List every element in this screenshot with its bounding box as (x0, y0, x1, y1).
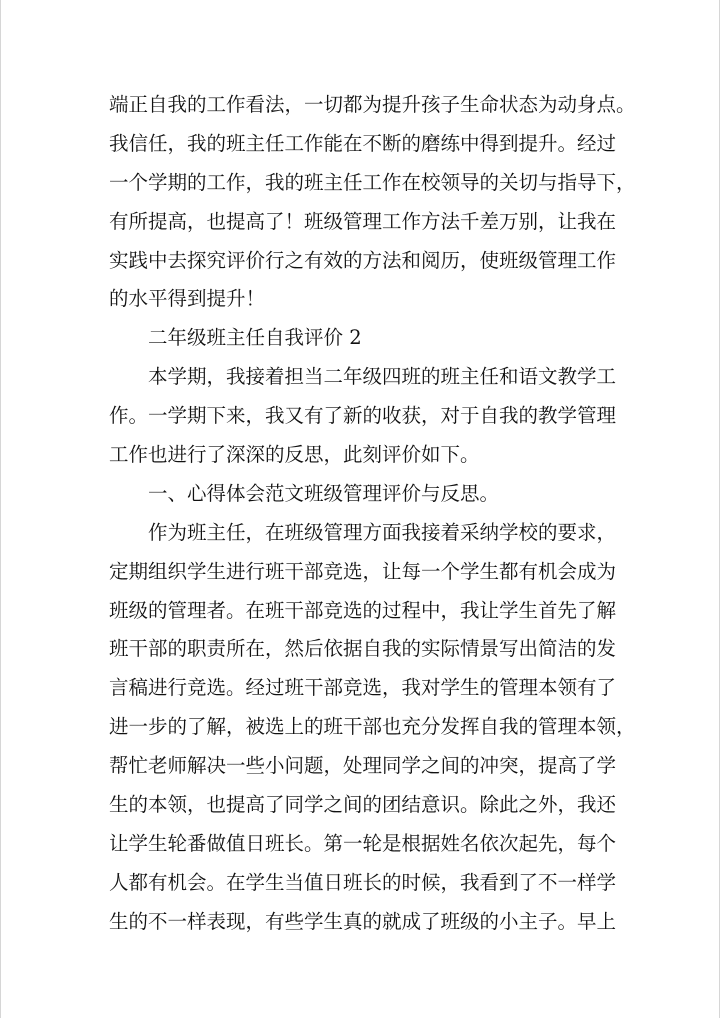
text-line-18: 帮忙老师解决一些小问题，处理同学之间的冲突，提高了学 (109, 754, 617, 778)
text-line-22: 生的不一样表现，有些学生真的就成了班级的小主子。早上 (109, 909, 617, 933)
text-line-2: 我信任，我的班主任工作能在不断的磨练中得到提升。经过 (109, 131, 617, 155)
text-line-10: 工作也进行了深深的反思，此刻评价如下。 (109, 443, 480, 467)
text-line-5: 实践中去探究评价行之有效的方法和阅历，使班级管理工作 (109, 248, 617, 272)
text-line-4: 有所提高，也提高了！班级管理工作方法千差万别，让我在 (109, 209, 617, 233)
text-line-20: 让学生轮番做值日班长。第一轮是根据姓名依次起先，每个 (109, 831, 617, 855)
text-line-14: 班级的管理者。在班干部竞选的过程中，我让学生首先了解 (109, 598, 617, 622)
document-body (109, 86, 636, 942)
text-line-12: 作为班主任，在班级管理方面我接着采纳学校的要求， (148, 520, 617, 544)
text-line-16: 言稿进行竞选。经过班干部竞选，我对学生的管理本领有了 (109, 676, 617, 700)
text-line-17: 进一步的了解，被选上的班干部也充分发挥自我的管理本领， (109, 715, 636, 739)
text-line-13: 定期组织学生进行班干部竞选，让每一个学生都有机会成为 (109, 559, 617, 583)
text-line-9: 作。一学期下来，我又有了新的收获，对于自我的教学管理 (109, 404, 617, 428)
text-line-3: 一个学期的工作，我的班主任工作在校领导的关切与指导下， (109, 170, 636, 194)
text-line-21: 人都有机会。在学生当值日班长的时候，我看到了不一样学 (109, 870, 617, 894)
section-heading: 二年级班主任自我评价 2 (148, 326, 362, 350)
text-line-1: 端正自我的工作看法，一切都为提升孩子生命状态为动身点。 (109, 93, 636, 116)
text-line-8: 本学期，我接着担当二年级四班的班主任和语文教学工 (148, 365, 617, 389)
text-line-19: 生的本领，也提高了同学之间的团结意识。除此之外，我还 (109, 793, 617, 817)
text-line-15: 班干部的职责所在，然后依据自我的实际情景写出简洁的发 (109, 637, 617, 661)
text-line-6: 的水平得到提升！ (109, 287, 266, 311)
subsection-heading: 一、心得体会范文班级管理评价与反思。 (148, 481, 500, 505)
